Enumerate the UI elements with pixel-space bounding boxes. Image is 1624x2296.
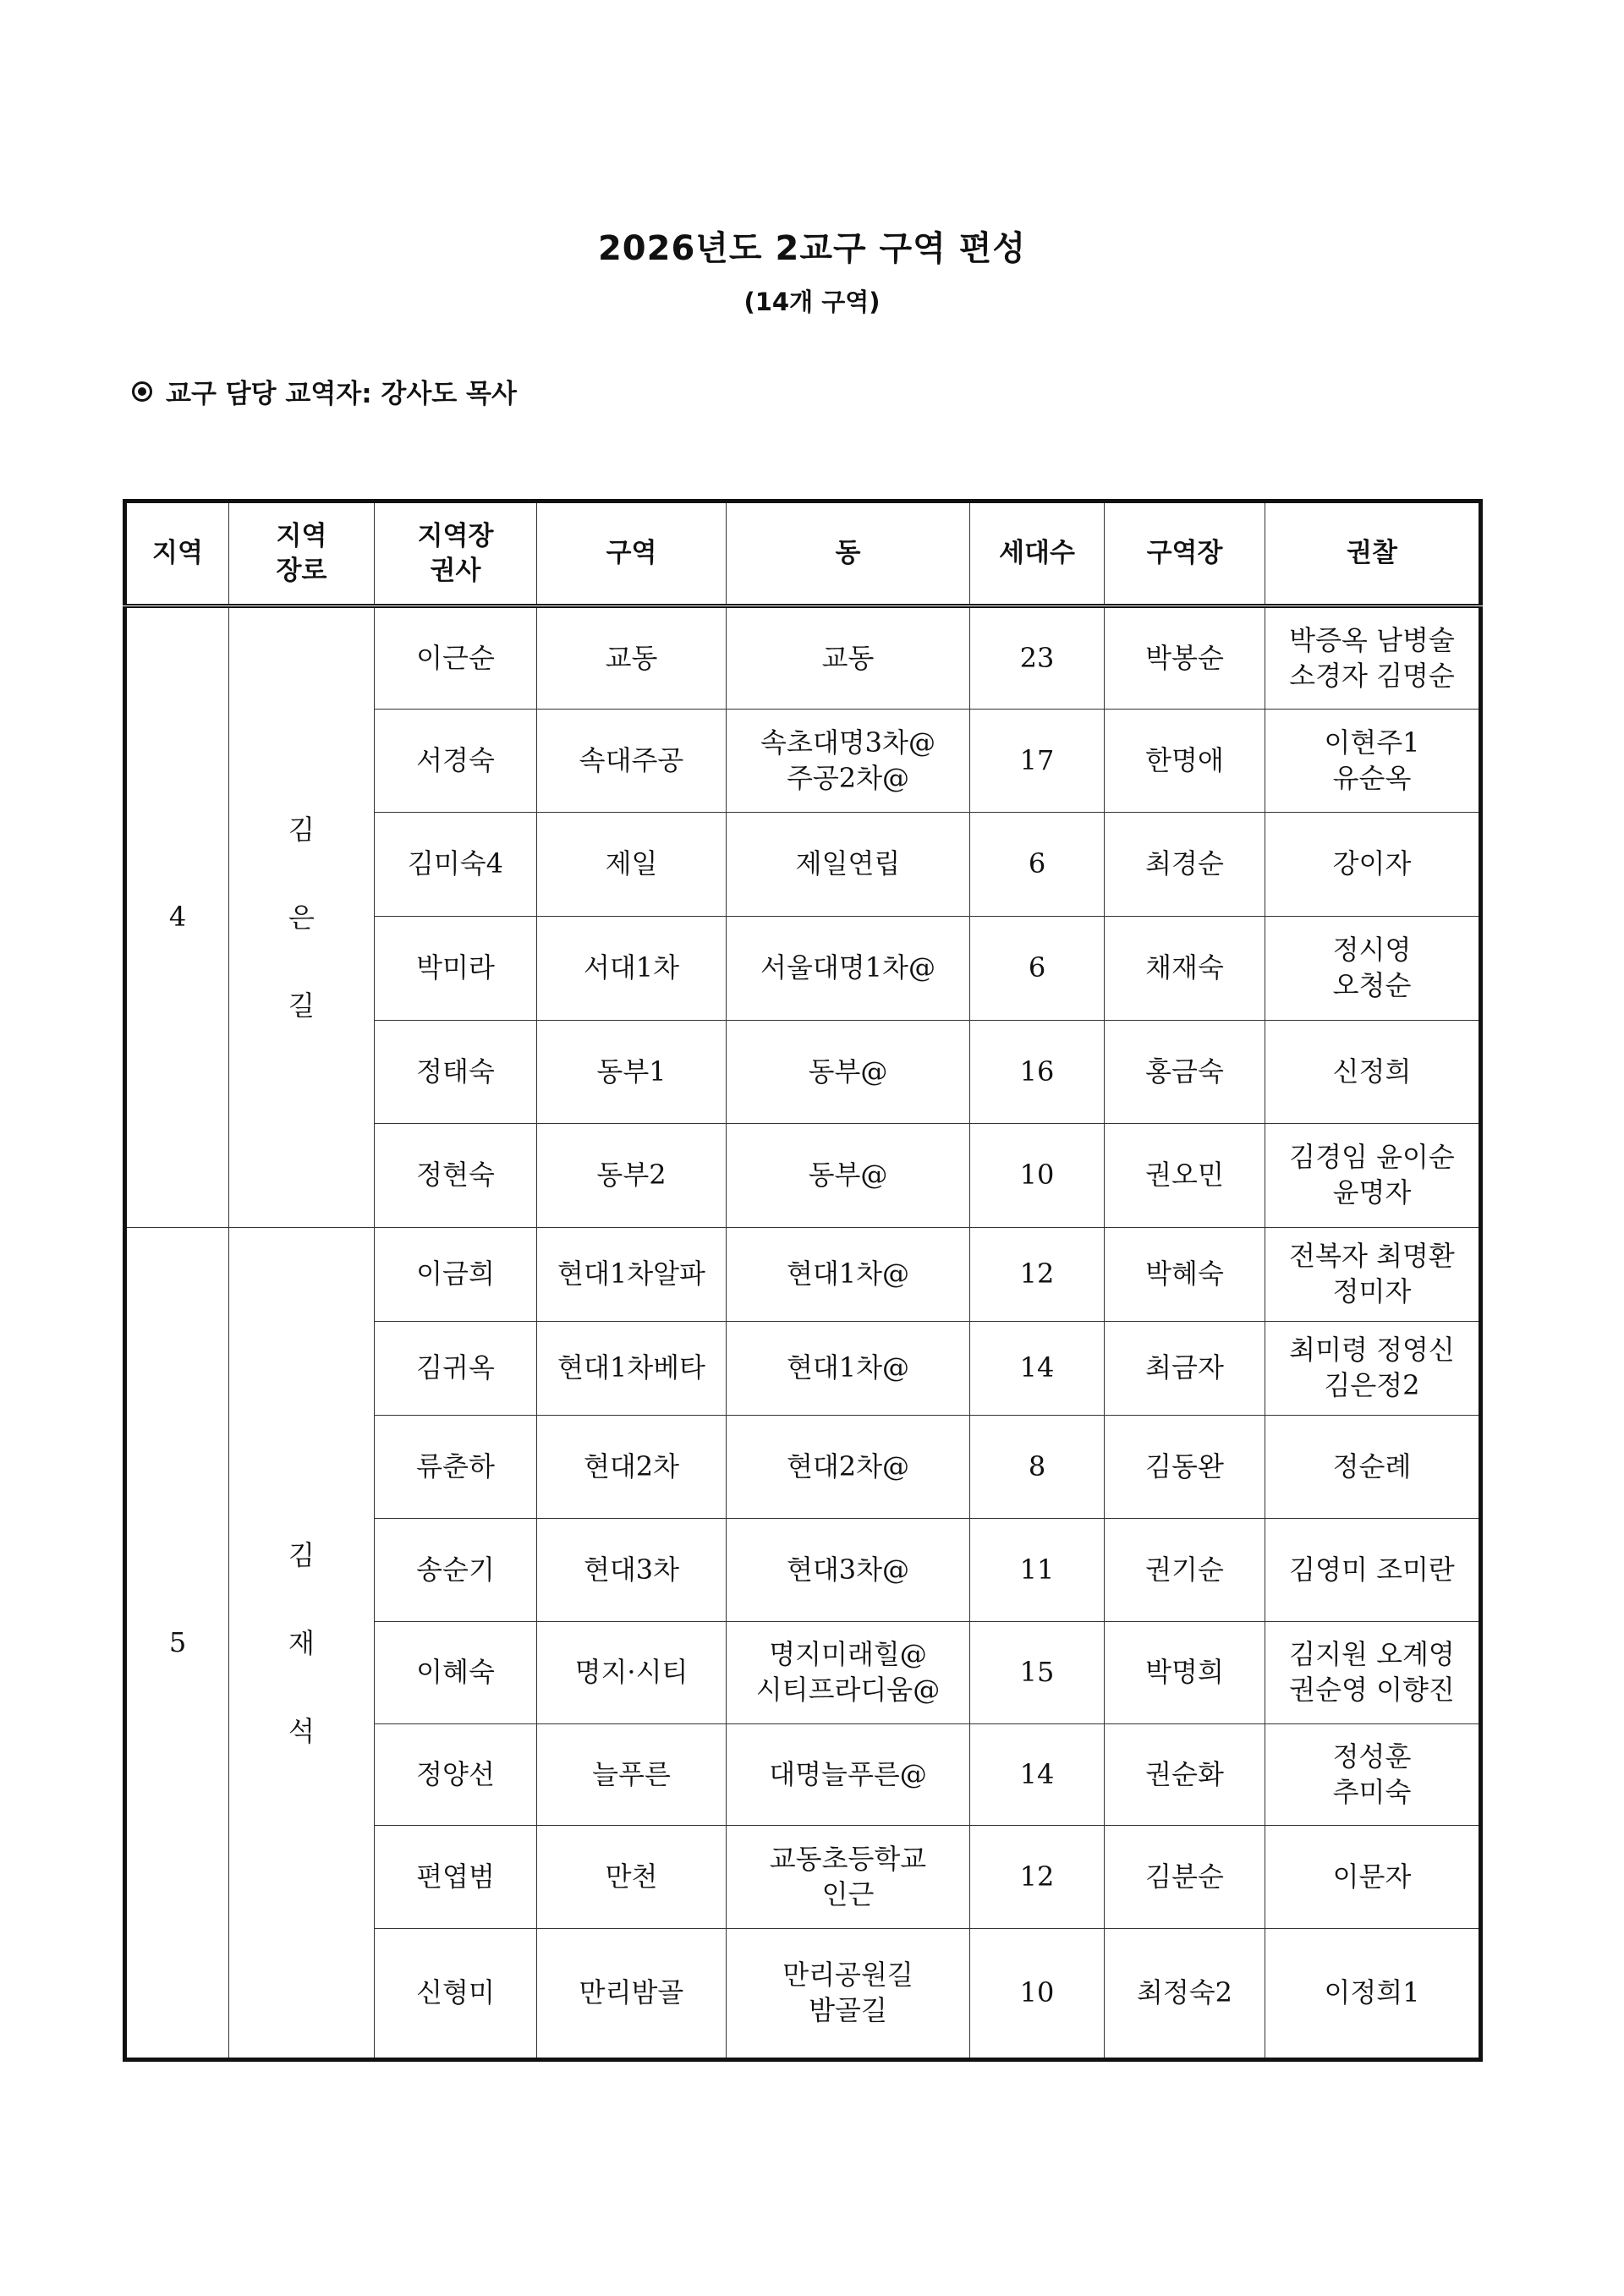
page-subtitle: (14개 구역) [743, 288, 881, 316]
households-cell: 15 [970, 1622, 1105, 1724]
dong-cell: 서울대명1차@ [727, 917, 970, 1021]
page-title: 2026년도 2교구 구역 편성 [597, 229, 1027, 268]
table-row [125, 1228, 1481, 1322]
table-row [125, 606, 1481, 710]
kwonchal-cell: 신정희 [1265, 1021, 1481, 1124]
header-cell: 지역장 권사 [375, 501, 537, 606]
dong-cell: 동부@ [727, 1021, 970, 1124]
leader-cell: 송순기 [375, 1519, 537, 1622]
chief-cell: 박봉순 [1105, 606, 1265, 710]
households-cell: 12 [970, 1228, 1105, 1322]
kwonchal-cell: 이현주1 유순옥 [1265, 710, 1481, 813]
elder-cell [229, 1228, 375, 2060]
households-cell: 16 [970, 1021, 1105, 1124]
header-cell: 지역 장로 [229, 501, 375, 606]
leader-cell: 박미라 [375, 917, 537, 1021]
leader-cell: 정태숙 [375, 1021, 537, 1124]
chief-cell: 김동완 [1105, 1416, 1265, 1519]
elder-name: 김재석 [288, 1538, 315, 1747]
district-cell: 교동 [537, 606, 727, 710]
kwonchal-cell: 최미령 정영신 김은정2 [1265, 1322, 1481, 1416]
dong-cell: 현대2차@ [727, 1416, 970, 1519]
dong-cell: 명지미래힐@ 시티프라디움@ [727, 1622, 970, 1724]
district-cell: 현대3차 [537, 1519, 727, 1622]
kwonchal-cell: 김지원 오계영 권순영 이향진 [1265, 1622, 1481, 1724]
kwonchal-cell: 전복자 최명환 정미자 [1265, 1228, 1481, 1322]
households-cell: 8 [970, 1416, 1105, 1519]
kwonchal-cell: 박증옥 남병술 소경자 김명순 [1265, 606, 1481, 710]
chief-cell: 박혜숙 [1105, 1228, 1265, 1322]
district-cell: 제일 [537, 813, 727, 917]
district-table [123, 499, 1483, 2062]
dong-cell: 만리공원길 밤골길 [727, 1929, 970, 2060]
dong-cell: 현대1차@ [727, 1322, 970, 1416]
dong-cell: 속초대명3차@ 주공2차@ [727, 710, 970, 813]
kwonchal-cell: 강이자 [1265, 813, 1481, 917]
leader-cell: 류춘하 [375, 1416, 537, 1519]
header-cell: 권찰 [1265, 501, 1481, 606]
region-cell: 5 [125, 1228, 229, 2060]
district-cell: 만리밤골 [537, 1929, 727, 2060]
region-cell: 4 [125, 606, 229, 1228]
dong-cell: 동부@ [727, 1124, 970, 1228]
chief-cell: 홍금숙 [1105, 1021, 1265, 1124]
households-cell: 10 [970, 1124, 1105, 1228]
elder-name: 김은길 [288, 814, 315, 1022]
chief-cell: 김분순 [1105, 1826, 1265, 1929]
leader-cell: 신형미 [375, 1929, 537, 2060]
leader-cell: 이혜숙 [375, 1622, 537, 1724]
district-cell: 현대2차 [537, 1416, 727, 1519]
households-cell: 14 [970, 1724, 1105, 1826]
households-cell: 14 [970, 1322, 1105, 1416]
pastor-text: 교구 담당 교역자: 강사도 목사 [166, 379, 517, 409]
chief-cell: 최경순 [1105, 813, 1265, 917]
chief-cell: 채재숙 [1105, 917, 1265, 1021]
district-cell: 명지·시티 [537, 1622, 727, 1724]
chief-cell: 박명희 [1105, 1622, 1265, 1724]
chief-cell: 한명애 [1105, 710, 1265, 813]
households-cell: 12 [970, 1826, 1105, 1929]
kwonchal-cell: 이문자 [1265, 1826, 1481, 1929]
households-cell: 6 [970, 917, 1105, 1021]
dong-cell: 현대1차@ [727, 1228, 970, 1322]
kwonchal-cell: 정시영 오청순 [1265, 917, 1481, 1021]
district-cell: 현대1차베타 [537, 1322, 727, 1416]
elder-cell [229, 606, 375, 1228]
kwonchal-cell: 김영미 조미란 [1265, 1519, 1481, 1622]
district-cell: 현대1차알파 [537, 1228, 727, 1322]
district-cell: 동부1 [537, 1021, 727, 1124]
leader-cell: 이금희 [375, 1228, 537, 1322]
households-cell: 6 [970, 813, 1105, 917]
leader-cell: 정양선 [375, 1724, 537, 1826]
header-cell: 세대수 [970, 501, 1105, 606]
header-row [125, 501, 1481, 606]
leader-cell: 편엽범 [375, 1826, 537, 1929]
leader-cell: 이근순 [375, 606, 537, 710]
leader-cell: 정현숙 [375, 1124, 537, 1228]
dong-cell: 대명늘푸른@ [727, 1724, 970, 1826]
households-cell: 17 [970, 710, 1105, 813]
chief-cell: 권오민 [1105, 1124, 1265, 1228]
district-cell: 늘푸른 [537, 1724, 727, 1826]
header-cell: 동 [727, 501, 970, 606]
kwonchal-cell: 정순례 [1265, 1416, 1481, 1519]
header-cell: 지역 [125, 501, 229, 606]
leader-cell: 김귀옥 [375, 1322, 537, 1416]
dong-cell: 현대3차@ [727, 1519, 970, 1622]
households-cell: 23 [970, 606, 1105, 710]
district-cell: 서대1차 [537, 917, 727, 1021]
table-body [125, 606, 1481, 2060]
pastor-line [132, 372, 517, 410]
households-cell: 10 [970, 1929, 1105, 2060]
chief-cell: 최정숙2 [1105, 1929, 1265, 2060]
chief-cell: 최금자 [1105, 1322, 1265, 1416]
kwonchal-cell: 김경임 윤이순 윤명자 [1265, 1124, 1481, 1228]
district-cell: 만천 [537, 1826, 727, 1929]
header-cell: 구역 [537, 501, 727, 606]
dong-cell: 교동 [727, 606, 970, 710]
dong-cell: 교동초등학교 인근 [727, 1826, 970, 1929]
kwonchal-cell: 이정희1 [1265, 1929, 1481, 2060]
chief-cell: 권기순 [1105, 1519, 1265, 1622]
leader-cell: 김미숙4 [375, 813, 537, 917]
leader-cell: 서경숙 [375, 710, 537, 813]
bullet-icon [132, 381, 152, 402]
header-cell: 구역장 [1105, 501, 1265, 606]
district-cell: 동부2 [537, 1124, 727, 1228]
district-cell: 속대주공 [537, 710, 727, 813]
kwonchal-cell: 정성훈 추미숙 [1265, 1724, 1481, 1826]
dong-cell: 제일연립 [727, 813, 970, 917]
chief-cell: 권순화 [1105, 1724, 1265, 1826]
households-cell: 11 [970, 1519, 1105, 1622]
